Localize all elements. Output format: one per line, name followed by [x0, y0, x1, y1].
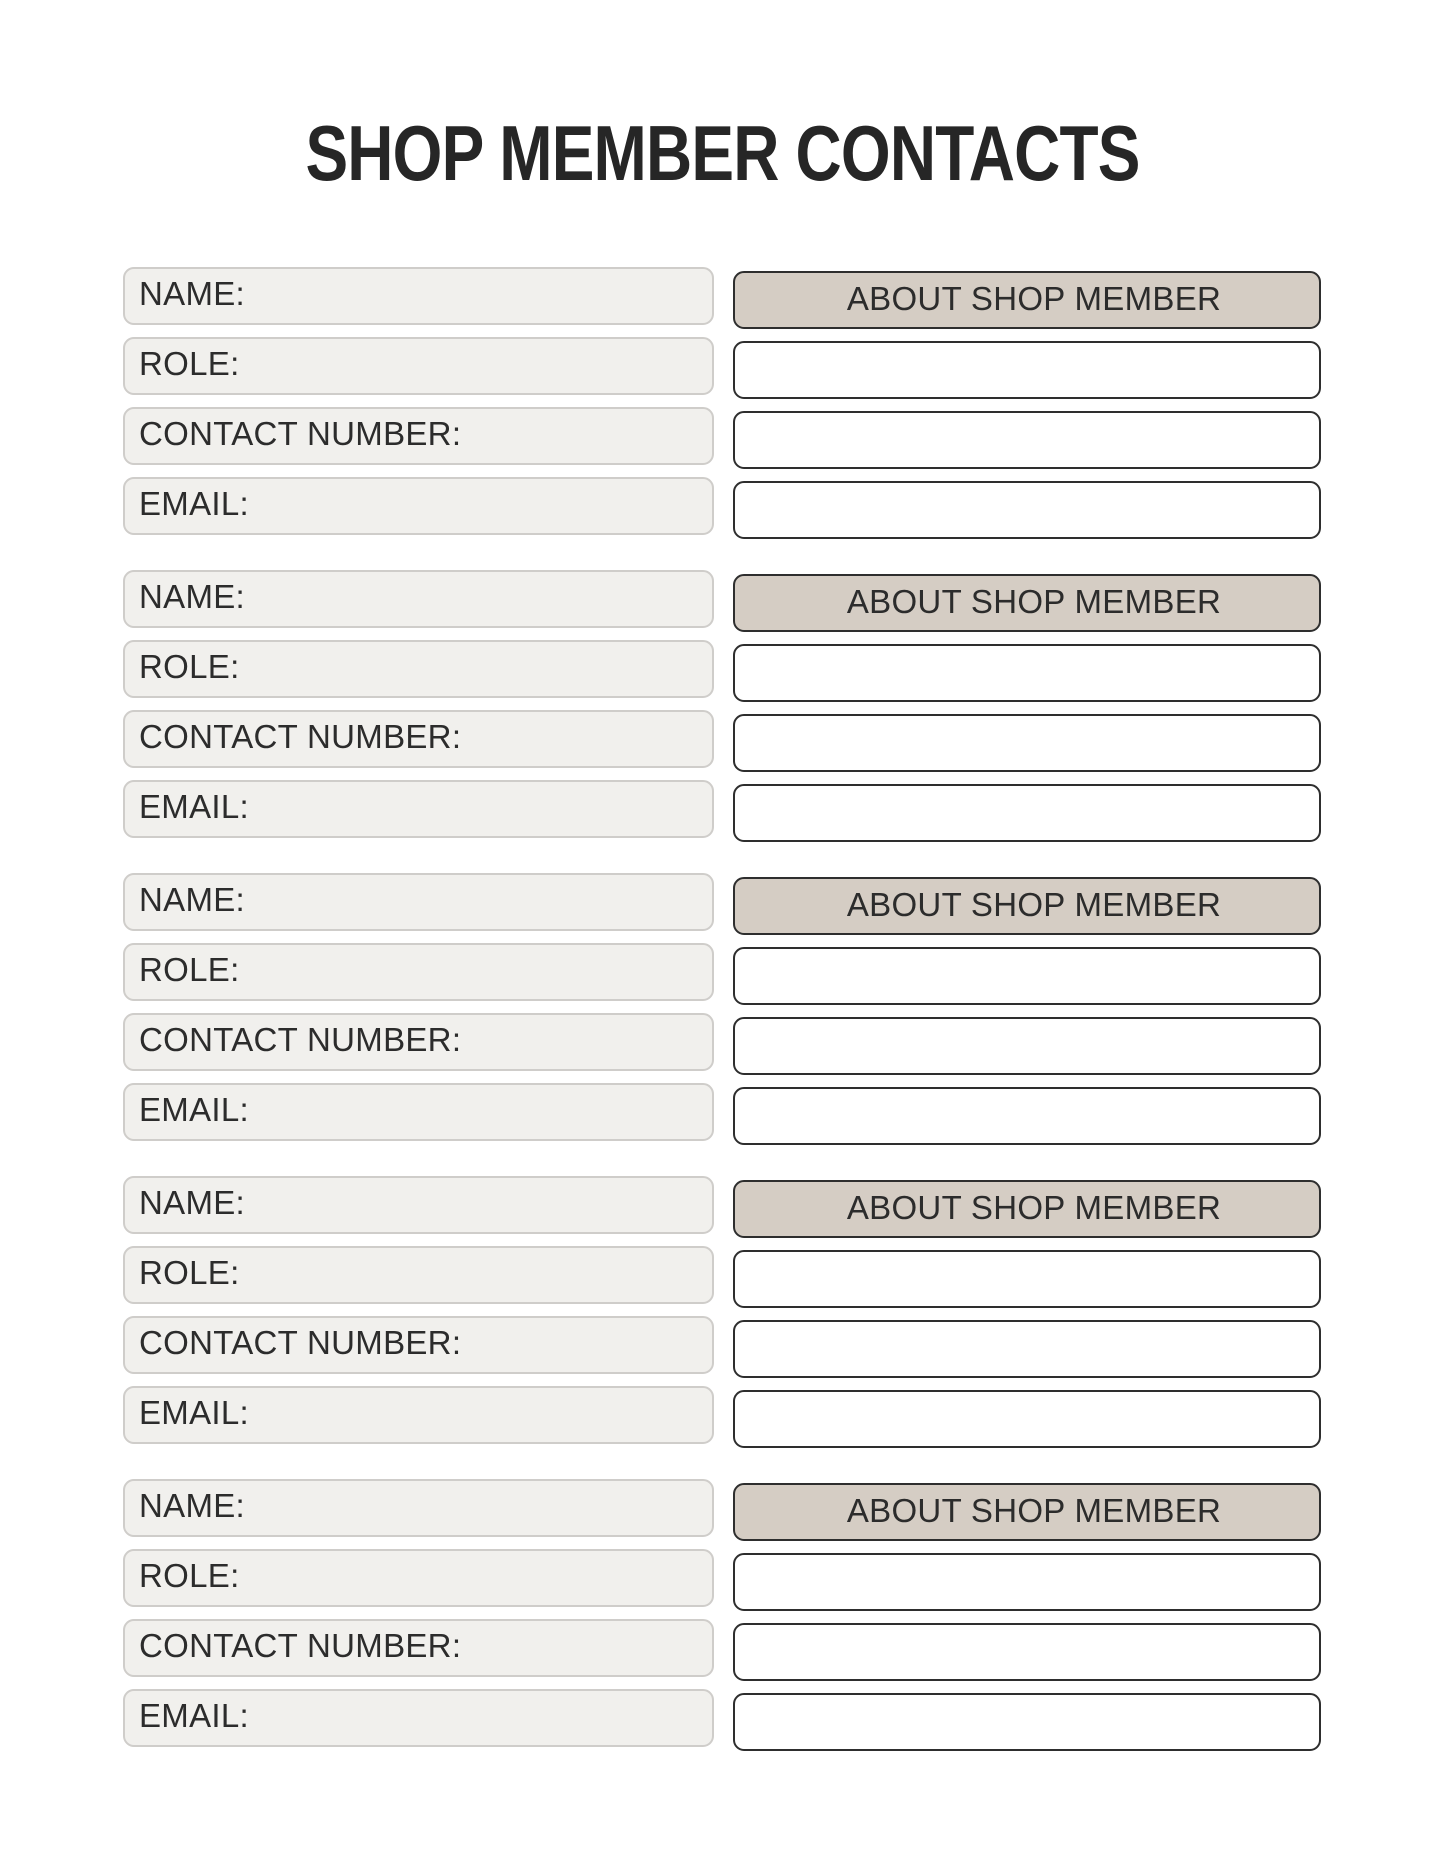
contact-fields — [123, 1176, 714, 1456]
about-header: ABOUT SHOP MEMBER — [733, 574, 1321, 632]
role-field[interactable]: ROLE: — [123, 1549, 714, 1607]
about-header: ABOUT SHOP MEMBER — [733, 1483, 1321, 1541]
about-panel — [733, 271, 1321, 551]
about-panel — [733, 574, 1321, 854]
about-line-2[interactable] — [733, 1320, 1321, 1378]
contact-fields — [123, 267, 714, 547]
contact-fields — [123, 873, 714, 1153]
contact-block-2 — [123, 570, 1318, 836]
email-field[interactable]: EMAIL: — [123, 780, 714, 838]
contact-block-1 — [123, 267, 1318, 533]
about-line-1[interactable] — [733, 341, 1321, 399]
contact-number-field[interactable]: CONTACT NUMBER: — [123, 407, 714, 465]
contact-block-4 — [123, 1176, 1318, 1442]
about-line-2[interactable] — [733, 1017, 1321, 1075]
email-field[interactable]: EMAIL: — [123, 1689, 714, 1747]
about-line-1[interactable] — [733, 947, 1321, 1005]
about-line-3[interactable] — [733, 1693, 1321, 1751]
about-panel — [733, 1483, 1321, 1763]
about-line-2[interactable] — [733, 714, 1321, 772]
contact-block-3 — [123, 873, 1318, 1139]
contact-number-field[interactable]: CONTACT NUMBER: — [123, 1619, 714, 1677]
role-field[interactable]: ROLE: — [123, 943, 714, 1001]
email-field[interactable]: EMAIL: — [123, 1386, 714, 1444]
about-line-3[interactable] — [733, 784, 1321, 842]
name-field[interactable]: NAME: — [123, 1479, 714, 1537]
name-field[interactable]: NAME: — [123, 873, 714, 931]
about-line-2[interactable] — [733, 1623, 1321, 1681]
name-field[interactable]: NAME: — [123, 570, 714, 628]
contacts-list — [123, 267, 1318, 1782]
role-field[interactable]: ROLE: — [123, 1246, 714, 1304]
name-field[interactable]: NAME: — [123, 267, 714, 325]
about-panel — [733, 877, 1321, 1157]
about-line-1[interactable] — [733, 1553, 1321, 1611]
email-field[interactable]: EMAIL: — [123, 1083, 714, 1141]
about-header: ABOUT SHOP MEMBER — [733, 1180, 1321, 1238]
contact-number-field[interactable]: CONTACT NUMBER: — [123, 1316, 714, 1374]
about-line-3[interactable] — [733, 1390, 1321, 1448]
about-line-3[interactable] — [733, 1087, 1321, 1145]
about-line-1[interactable] — [733, 1250, 1321, 1308]
about-line-1[interactable] — [733, 644, 1321, 702]
contact-block-5 — [123, 1479, 1318, 1745]
role-field[interactable]: ROLE: — [123, 640, 714, 698]
contact-number-field[interactable]: CONTACT NUMBER: — [123, 1013, 714, 1071]
about-panel — [733, 1180, 1321, 1460]
about-line-2[interactable] — [733, 411, 1321, 469]
contact-fields — [123, 570, 714, 850]
contact-number-field[interactable]: CONTACT NUMBER: — [123, 710, 714, 768]
contact-fields — [123, 1479, 714, 1759]
page-title: SHOP MEMBER CONTACTS — [305, 109, 1140, 197]
email-field[interactable]: EMAIL: — [123, 477, 714, 535]
name-field[interactable]: NAME: — [123, 1176, 714, 1234]
role-field[interactable]: ROLE: — [123, 337, 714, 395]
about-line-3[interactable] — [733, 481, 1321, 539]
about-header: ABOUT SHOP MEMBER — [733, 877, 1321, 935]
about-header: ABOUT SHOP MEMBER — [733, 271, 1321, 329]
